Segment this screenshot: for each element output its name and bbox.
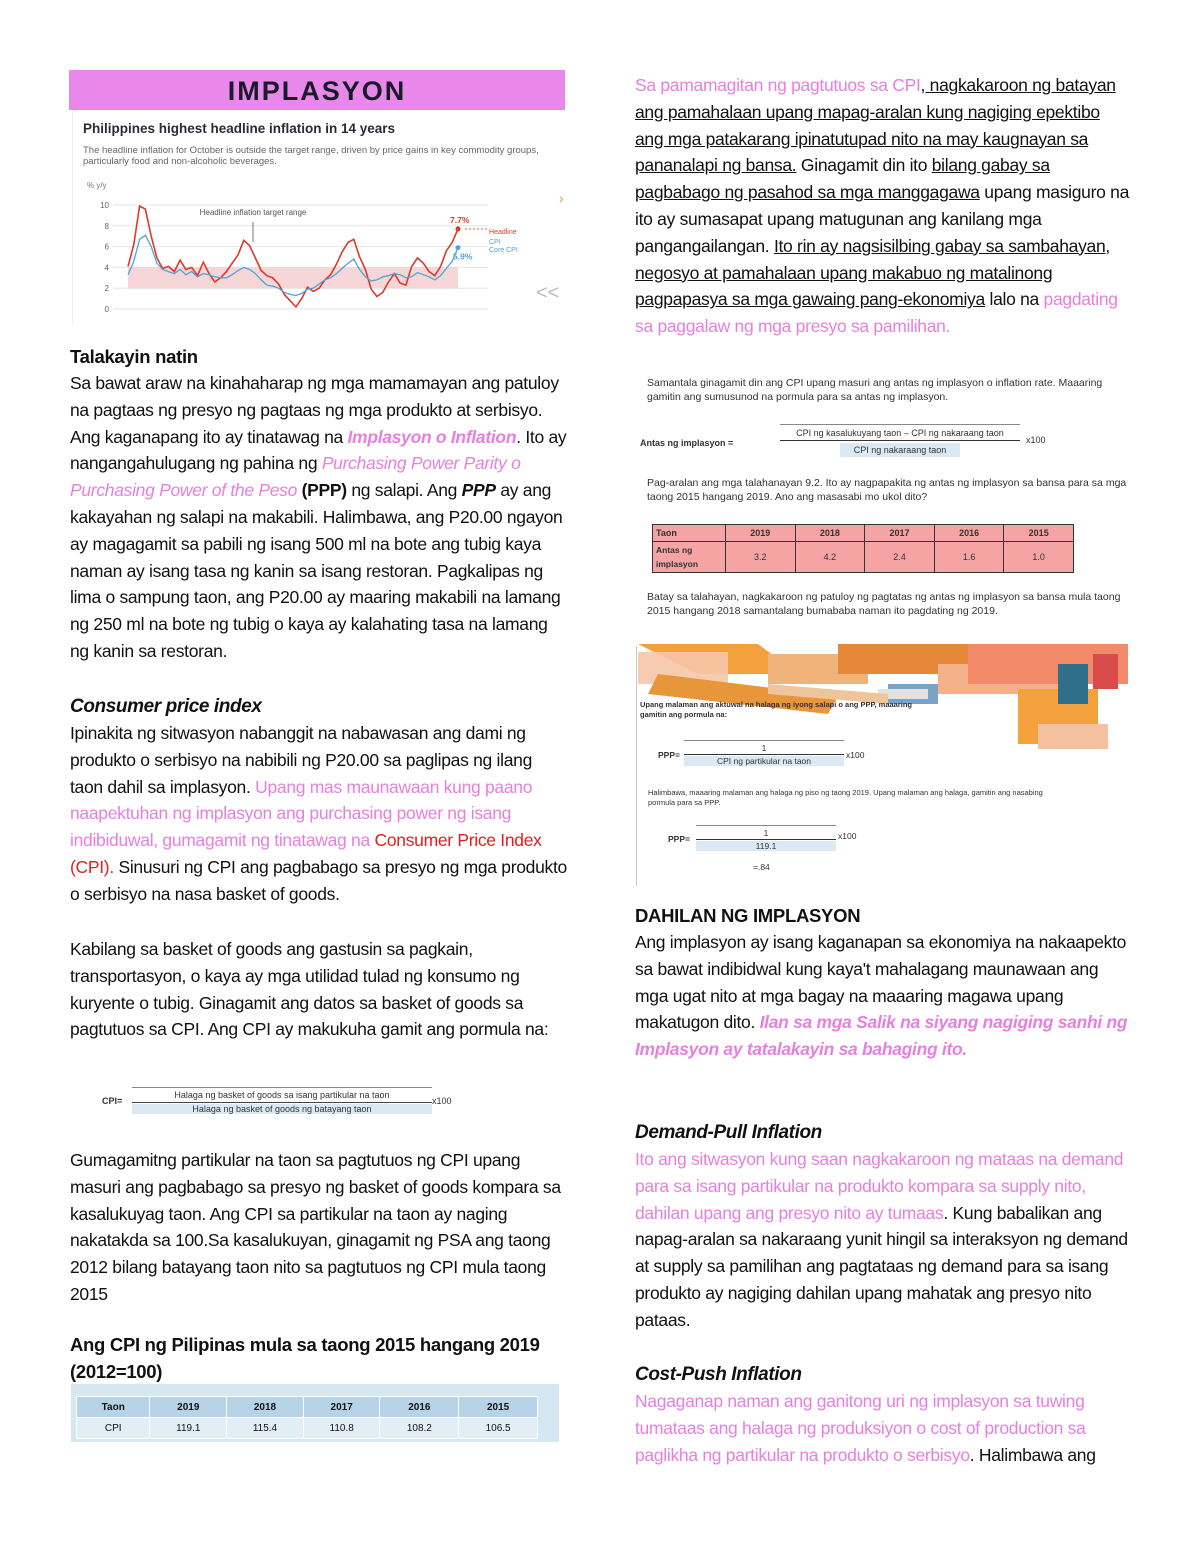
y-tick-label: 0 bbox=[104, 305, 109, 314]
cpi-table-box bbox=[71, 1384, 559, 1442]
inflation-formula-multiplier: x100 bbox=[1026, 435, 1046, 445]
formula-label: CPI= bbox=[102, 1096, 123, 1106]
page-edge-arrow: << bbox=[536, 282, 560, 304]
ppp-box bbox=[638, 644, 1128, 889]
demand-pull-section bbox=[635, 1120, 1130, 1334]
inflation-table bbox=[652, 524, 1074, 573]
page-edge-mark: › bbox=[559, 190, 564, 206]
demand-pull-paragraph: Ito ang sitwasyon kung saan nagkakaroon ng mataas na demand para sa isang partikular na produkto kompara sa supply nito, dahilan upang ang presyo nito ay tumaas. Kung babalikan ang napag-aralan sa nakaraang yunit hingil sa interaksyon ng demand at supply sa pamilihan ang pagtataas ng demand para sa isang produkto ay nagiging dahilan upang mahatak ang presyo nito pataas. bbox=[635, 1149, 1128, 1330]
table-row: Antas ng implasyon 3.2 4.2 2.4 1.6 1.0 bbox=[653, 542, 1074, 573]
y-tick-label: 4 bbox=[104, 263, 109, 273]
cost-push-section bbox=[635, 1362, 1130, 1468]
formula-numerator: Halaga ng basket of goods sa isang partikular na taon bbox=[132, 1087, 432, 1100]
basket-paragraph: Kabilang sa basket of goods ang gastusin sa pagkain, transportasyon, o kaya ay mga utilidad tulad ng konsumo ng kuryente o tubig. Ginagamit ang datos sa basket of goods sa pagtutuos sa CPI. Ang CPI ay makukuha gamit ang pormula na: bbox=[70, 939, 549, 1040]
table-row: CPI 119.1 115.4 110.8 108.2 106.5 bbox=[77, 1418, 538, 1439]
gumagamit-paragraph: Gumagamitng partikular na taon sa pagtutuos ng CPI upang masuri ang pagbabago sa presyo ng basket of goods kompara sa kasalukuyag taon. Ang CPI sa partikular na taon ay naging nakatakda sa 100.Sa kasalukuyan, ginagamit ng PSA ang taong 2012 bilang batayang taon nito sa pagtutuos ng CPI mula taong 2015 bbox=[70, 1150, 561, 1304]
ppp-denominator-1: CPI ng partikular na taon bbox=[684, 756, 844, 766]
cpi-paragraph: Ipinakita ng sitwasyon nabanggit na nabawasan ang dami ng produkto o serbisyo na nabibili ng P20.00 sa paglipas ng ilang taon dahil sa implasyon. Upang mas maunawaan kung paano naapektuhan ng implasyon ang purchasing power ng isang indibiduwal, gumagamit ng tinatawag na Consumer Price Index (CPI). Sinusuri ng CPI ang pagbabago sa presyo ng mga produkto o serbisyo na nasa basket of goods. bbox=[70, 723, 567, 904]
series-endpoint bbox=[456, 226, 461, 231]
series-line-headline bbox=[128, 206, 458, 307]
inflation-conclusion: Batay sa talahayan, nagkakaroon ng patuloy ng pagtatas ng antas ng implasyon sa bansa mula taong 2015 hangang 2018 samantalang bumababa naman ito pagdating ng 2019. bbox=[647, 591, 1121, 617]
cost-push-heading: Cost-Push Inflation bbox=[635, 1364, 802, 1385]
inflation-line-chart bbox=[73, 112, 566, 324]
cpi-section bbox=[70, 694, 568, 908]
chart-headline: Philippines highest headline inflation in 14 years bbox=[83, 121, 396, 136]
legend-entry: CPI bbox=[489, 239, 501, 246]
ppp-multiplier-1: x100 bbox=[846, 750, 865, 760]
target-range-label: Headline inflation target range bbox=[199, 208, 307, 217]
ppp-label-1: PPP= bbox=[658, 750, 680, 760]
legend-entry: Headline bbox=[489, 229, 517, 236]
demand-pull-heading: Demand-Pull Inflation bbox=[635, 1122, 822, 1143]
y-tick-label: 2 bbox=[104, 284, 109, 294]
ppp-intro: Upang malaman ang aktuwal na halaga ng iyong salapi o ang PPP, maaaring gamitin ang pormula na: bbox=[640, 700, 913, 719]
cpi-table-heading: Ang CPI ng Pilipinas mula sa taong 2015 hangang 2019 (2012=100) bbox=[70, 1334, 540, 1382]
formula-multiplier: x100 bbox=[432, 1096, 452, 1106]
cost-push-paragraph: Nagaganap naman ang ganitong uri ng implasyon sa tuwing tumataas ang halaga ng produksiyon o cost of production sa paglikha ng partikular na produkto o serbisyo. Halimbawa ang bbox=[635, 1391, 1096, 1465]
blocks-illustration bbox=[638, 644, 1128, 754]
cpi-formula bbox=[96, 1083, 466, 1123]
dahilan-paragraph: Ang implasyon ay isang kaganapan sa ekonomiya na nakaapekto sa bawat indibidwal kung kaya't mahalagang maunawaan ang mga ugat nito at mga bagay na maaaring magawa upang makatugon dito. Ilan sa mga Salik na siyang nagiging sanhi ng Implasyon ay tatalakayin sa bahaging ito. bbox=[635, 932, 1128, 1060]
ppp-numerator-1: 1 bbox=[684, 740, 844, 753]
headline-value-label: 7.7% bbox=[450, 214, 470, 225]
table-row: Taon 2019 2018 2017 2016 2015 bbox=[77, 1397, 538, 1418]
dahilan-section bbox=[635, 903, 1130, 1063]
ppp-example: Halimbawa, maaaring malaman ang halaga ng piso ng taong 2019. Upang malaman ang halaga, gamitin ang nasabing pormula para sa PPP. bbox=[648, 788, 1043, 807]
ppp-label-2: PPP= bbox=[668, 834, 690, 844]
inflation-chart-figure bbox=[72, 112, 566, 324]
dahilan-heading: DAHILAN NG IMPLASYON bbox=[635, 905, 861, 926]
ppp-result: =.84 bbox=[753, 862, 770, 872]
inflation-instruction: Pag-aralan ang mga talahanayan 9.2. Ito ay nagpapakita ng antas ng implasyon sa bansa para sa mga taong 2015 hangang 2019. Ano ang masasabi mo ukol dito? bbox=[647, 477, 1127, 503]
banner-title: IMPLASYON bbox=[227, 76, 407, 106]
title-banner bbox=[69, 70, 565, 110]
cpi-purpose-paragraph: Sa pamamagitan ng pagtutuos sa CPI, nagkakaroon ng batayan ang pamahalaan upang mapag-aralan kung nagiging epektibo ang mga patakarang ipinatutupad nito na may kaugnayan sa pananalapi ng bansa. Ginagamit din ito bilang gabay sa pagbabago ng pasahod sa mga manggagawa upang masiguro na ito ay sumasapat upang matugunan ang kanilang mga pangangailangan. Ito rin ay nagsisilbing gabay sa sambahayan, negosyo at pamahalaan upang makabuo ng matalinong pagpapasya sa mga gawaing pang-ekonomiya lalo na pagdating sa paggalaw ng mga presyo sa pamilihan. bbox=[635, 75, 1130, 337]
legend-entry: Core CPI bbox=[489, 247, 518, 254]
ppp-denominator-2: 119.1 bbox=[696, 841, 836, 851]
y-tick-label: 6 bbox=[104, 242, 109, 252]
formula-denominator: Halaga ng basket of goods ng batayang taon bbox=[132, 1104, 432, 1114]
inflation-formula-denominator: CPI ng nakaraang taon bbox=[840, 443, 960, 457]
table-row: Taon 2019 2018 2017 2016 2015 bbox=[653, 525, 1074, 542]
left-text-column bbox=[70, 344, 568, 665]
ppp-multiplier-2: x100 bbox=[838, 831, 857, 841]
talakayin-heading: Talakayin natin bbox=[70, 346, 198, 367]
inflation-formula-numerator: CPI ng kasalukuyang taon – CPI ng nakaraang taon bbox=[780, 424, 1020, 440]
inflation-intro: Samantala ginagamit din ang CPI upang masuri ang antas ng implasyon o inflation rate. Maaaring gamitin ang sumusunod na pormula para sa antas ng implasyon. bbox=[647, 377, 1103, 403]
y-tick-label: 10 bbox=[100, 201, 109, 210]
cpi-heading: Consumer price index bbox=[70, 696, 262, 717]
ppp-box-divider bbox=[636, 646, 637, 886]
chart-caption: The headline inflation for October is outside the target range, driven by price gains in key commodity groups, particularly food and non-alcoholic beverages. bbox=[83, 145, 539, 167]
inflation-rate-box bbox=[640, 364, 1138, 642]
core-value-label: 5.9% bbox=[453, 251, 473, 262]
y-unit-label: % y/y bbox=[87, 181, 107, 190]
y-tick-label: 8 bbox=[104, 221, 109, 231]
talakayin-paragraph: Sa bawat araw na kinahaharap ng mga mamamayan ang patuloy na pagtaas ng presyo ng pagtaas ng mga produkto at serbisyo. Ang kaganapang ito ay tinatawag na Implasyon o Inflation. Ito ay nangangahulugang ng pahina ng Purchasing Power Parity o Purchasing Power of the Peso (PPP) ng salapi. Ang PPP ay ang kakayahan ng salapi na makabili. Halimbawa, ang P20.00 ngayon ay magagamit sa pabili ng isang 500 ml na bote ang tubig kaya naman ay isang tasa ng kanin sa isang restoran. Pagkalipas ng lima o sampung taon, ang P20.00 ay maaring makabili na lamang ng 250 ml na bote ng tubig o kaya ay kalahating tasa na lamang ng kanin sa restoran. bbox=[70, 373, 567, 661]
inflation-formula-label: Antas ng implasyon = bbox=[640, 438, 734, 448]
series-endpoint bbox=[456, 245, 461, 250]
cpi-table bbox=[76, 1396, 538, 1439]
ppp-numerator-2: 1 bbox=[696, 825, 836, 838]
